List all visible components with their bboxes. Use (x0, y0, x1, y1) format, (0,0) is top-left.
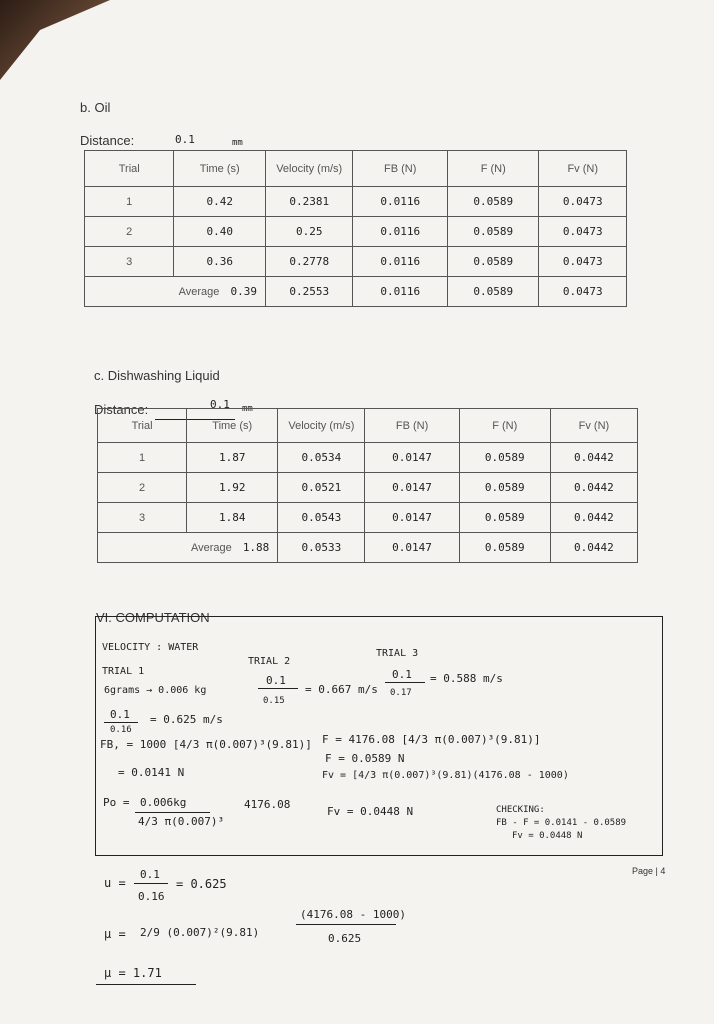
result-underline (96, 984, 196, 985)
time-cell: 1.92 (187, 473, 278, 503)
velocity-cell: 0.0534 (278, 443, 365, 473)
fb-formula: FB, = 1000 [4/3 π(0.007)³(9.81)] (100, 738, 312, 751)
oil-header-fv: Fv (N) (539, 151, 627, 187)
velocity-cell: 0.0543 (278, 503, 365, 533)
oil-header-f: F (N) (447, 151, 539, 187)
f-cell: 0.0589 (447, 217, 539, 247)
average-velocity: 0.0533 (278, 533, 365, 563)
dish-header-time: Time (s) (187, 409, 278, 443)
velocity-cell: 0.2381 (265, 187, 352, 217)
f-formula: F = 4176.08 [4/3 π(0.007)³(9.81)] (322, 733, 541, 746)
dish-distance-value: 0.1 (210, 398, 230, 411)
dish-header-trial: Trial (98, 409, 187, 443)
f-cell: 0.0589 (459, 443, 550, 473)
dish-table (97, 408, 638, 563)
trial-cell: 2 (98, 473, 187, 503)
average-cell (85, 277, 266, 307)
fraction-line (296, 924, 396, 925)
trial-cell: 3 (98, 503, 187, 533)
mu-denominator: 0.625 (328, 932, 362, 945)
table-row (85, 187, 627, 217)
average-time: 0.39 (230, 285, 257, 298)
average-label: Average (190, 542, 232, 554)
average-velocity: 0.2553 (265, 277, 352, 307)
t3-denominator: 0.17 (390, 688, 412, 698)
fb-cell: 0.0147 (365, 443, 459, 473)
dish-header-fv: Fv (N) (550, 409, 637, 443)
trial3-label: TRIAL 3 (376, 648, 419, 659)
velocity-cell: 0.25 (265, 217, 352, 247)
oil-distance-unit: mm (232, 138, 243, 148)
oil-header-velocity: Velocity (m/s) (265, 151, 352, 187)
fraction-line (258, 688, 298, 689)
mu-numerator: (4176.08 - 1000) (300, 908, 406, 921)
fv-cell: 0.0473 (539, 217, 627, 247)
t2-numerator: 0.1 (266, 674, 286, 687)
mu-label: μ = (104, 927, 126, 941)
fb-cell: 0.0116 (353, 247, 448, 277)
t2-denominator: 0.15 (263, 696, 285, 706)
time-cell: 1.84 (187, 503, 278, 533)
u-denominator: 0.16 (138, 890, 165, 903)
checking-line1: FB - F = 0.0141 - 0.0589 (496, 818, 627, 828)
fv-formula: Fv = [4/3 π(0.007)³(9.81)(4176.08 - 1000) (322, 770, 569, 781)
checking-label: CHECKING: (496, 805, 545, 815)
fv-cell: 0.0442 (550, 473, 637, 503)
oil-distance-value: 0.1 (175, 133, 195, 146)
dish-heading: c. Dishwashing Liquid (94, 368, 220, 383)
fraction-line (385, 682, 425, 683)
oil-table (84, 150, 627, 307)
average-fb: 0.0147 (365, 533, 459, 563)
time-cell: 0.42 (174, 187, 266, 217)
page-number: Page | 4 (632, 866, 666, 876)
f-cell: 0.0589 (447, 187, 539, 217)
density-label: Po = (103, 796, 130, 809)
checking-line2: Fv = 0.0448 N (512, 831, 583, 841)
table-row (98, 473, 638, 503)
trial1-label: TRIAL 1 (102, 666, 145, 677)
u-numerator: 0.1 (140, 868, 160, 881)
average-fb: 0.0116 (353, 277, 448, 307)
fv-cell: 0.0442 (550, 503, 637, 533)
time-cell: 1.87 (187, 443, 278, 473)
grams-conversion: 6grams → 0.006 kg (104, 685, 207, 696)
u-result: = 0.625 (176, 877, 227, 891)
average-f: 0.0589 (459, 533, 550, 563)
fb-cell: 0.0116 (353, 217, 448, 247)
fraction-line (104, 722, 138, 723)
density-numerator: 0.006kg (140, 796, 187, 809)
oil-header-time: Time (s) (174, 151, 266, 187)
oil-distance-label: Distance: (80, 133, 135, 148)
fraction-line (135, 812, 210, 813)
dish-header-f: F (N) (459, 409, 550, 443)
t1-numerator: 0.1 (110, 708, 130, 721)
t3-numerator: 0.1 (392, 668, 412, 681)
average-row (85, 277, 627, 307)
f-result: F = 0.0589 N (325, 752, 405, 765)
f-cell: 0.0589 (447, 247, 539, 277)
density-denominator: 4/3 π(0.007)³ (138, 815, 225, 828)
table-row (85, 217, 627, 247)
fb-cell: 0.0147 (365, 503, 459, 533)
f-cell: 0.0589 (459, 503, 550, 533)
dish-header-velocity: Velocity (m/s) (278, 409, 365, 443)
dish-header-fb: FB (N) (365, 409, 459, 443)
fb-cell: 0.0116 (353, 187, 448, 217)
trial-cell: 1 (98, 443, 187, 473)
average-cell (98, 533, 278, 563)
mu-result: μ = 1.71 (104, 966, 162, 980)
oil-header-trial: Trial (85, 151, 174, 187)
t1-denominator: 0.16 (110, 725, 132, 735)
dish-distance-label: Distance: (94, 402, 149, 417)
fv-result: Fv = 0.0448 N (327, 805, 414, 818)
velocity-title: VELOCITY : WATER (102, 642, 199, 653)
velocity-cell: 0.2778 (265, 247, 352, 277)
f-cell: 0.0589 (459, 473, 550, 503)
velocity-cell: 0.0521 (278, 473, 365, 503)
average-fv: 0.0473 (539, 277, 627, 307)
fb-result: = 0.0141 N (118, 766, 185, 779)
fb-cell: 0.0147 (365, 473, 459, 503)
oil-heading: b. Oil (80, 100, 111, 115)
density-result: 4176.08 (244, 798, 291, 811)
t1-velocity: = 0.625 m/s (150, 713, 223, 726)
average-label: Average (178, 286, 220, 298)
table-row (85, 247, 627, 277)
fv-cell: 0.0473 (539, 247, 627, 277)
average-fv: 0.0442 (550, 533, 637, 563)
trial-cell: 3 (85, 247, 174, 277)
computation-heading: VI. COMPUTATION (96, 610, 210, 625)
table-row (98, 503, 638, 533)
trial-cell: 2 (85, 217, 174, 247)
average-time: 1.88 (242, 541, 270, 554)
dish-distance-unit: mm (242, 404, 253, 414)
mu-formula: 2/9 (0.007)²(9.81) (140, 926, 260, 939)
trial2-label: TRIAL 2 (248, 656, 291, 667)
average-row (98, 533, 638, 563)
trial-cell: 1 (85, 187, 174, 217)
time-cell: 0.40 (174, 217, 266, 247)
u-label: u = (104, 876, 126, 890)
fv-cell: 0.0442 (550, 443, 637, 473)
time-cell: 0.36 (174, 247, 266, 277)
table-row (98, 443, 638, 473)
fraction-line (134, 883, 168, 884)
fv-cell: 0.0473 (539, 187, 627, 217)
average-f: 0.0589 (447, 277, 539, 307)
t3-velocity: = 0.588 m/s (430, 672, 503, 685)
t2-velocity: = 0.667 m/s (305, 683, 378, 696)
oil-header-fb: FB (N) (353, 151, 448, 187)
